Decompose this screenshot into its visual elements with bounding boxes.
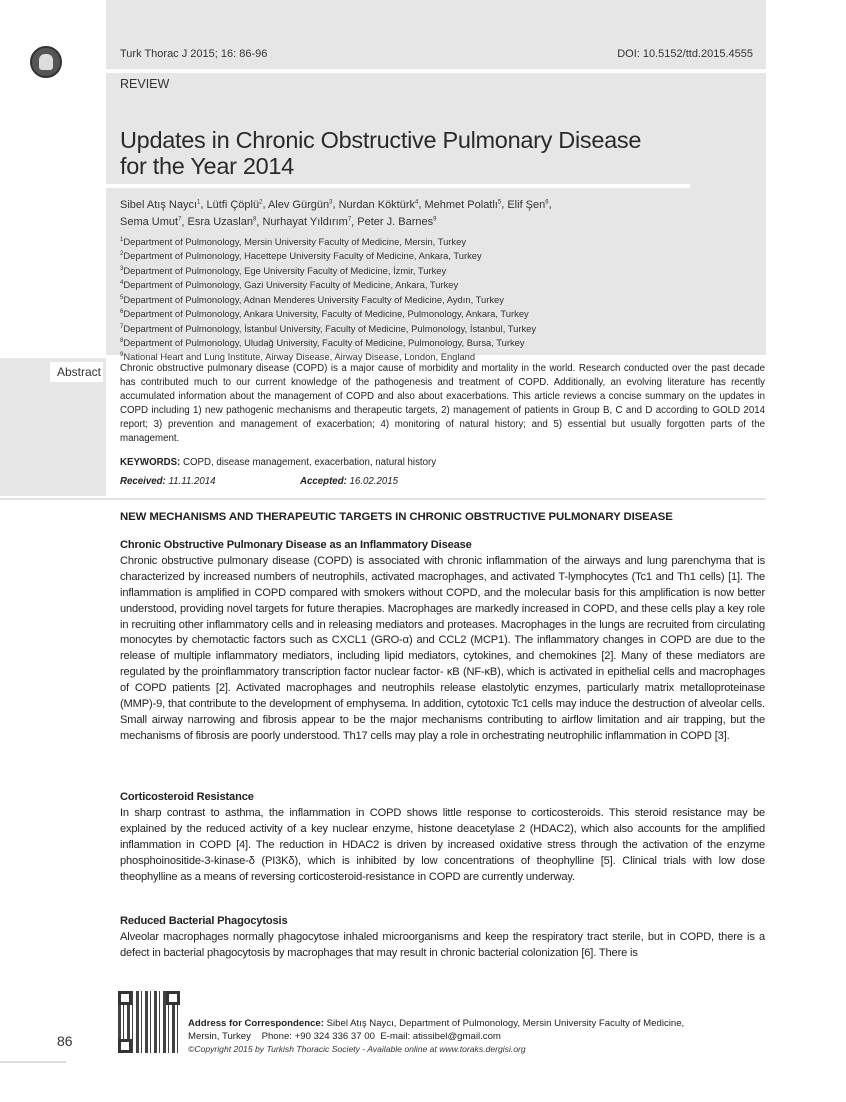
- affiliation: [120, 292, 536, 306]
- author-affiliation-mark: 7: [347, 216, 352, 223]
- paragraph: Alveolar macrophages normally phagocytose inhaled microorganisms and keep the respiratory tract sterile, but in COPD, there is a defect in bacterial phagocytosis by macrophages that may result in chronic bacterial colonization [6]. There is: [120, 930, 765, 959]
- header-divider: [65, 69, 766, 73]
- abstract-label: Abstract: [50, 362, 103, 382]
- article-title: [120, 127, 641, 179]
- author-name: Lütfi Çöplü: [206, 198, 260, 211]
- society-logo: [30, 46, 62, 78]
- keywords-value: COPD, disease management, exacerbation, natural history: [182, 457, 437, 468]
- affiliation-mark: 3: [120, 265, 124, 272]
- correspondence-contact: Mersin, Turkey Phone: +90 324 336 37 00 E-mail: atissibel@gmail.com: [188, 1030, 501, 1042]
- correspondence-address: Sibel Atış Naycı, Department of Pulmonology, Mersin University Faculty of Medicine,: [326, 1018, 685, 1029]
- author-affiliation-mark: 3: [329, 199, 333, 205]
- section-title: NEW MECHANISMS AND THERAPEUTIC TARGETS IN CHRONIC OBSTRUCTIVE PULMONARY DISEASE: [120, 511, 673, 523]
- affiliation-list: [120, 234, 536, 364]
- affiliation-text: Department of Pulmonology, Mersin University Faculty of Medicine, Mersin, Turkey: [123, 236, 467, 248]
- accepted-label: Accepted:: [300, 476, 347, 487]
- author-name: Mehmet Polatlı: [424, 198, 498, 211]
- affiliation-text: Department of Pulmonology, Adnan Menderes University Faculty of Medicine, Aydın, Turkey: [123, 293, 504, 305]
- paragraph: Chronic obstructive pulmonary disease (COPD) is associated with chronic inflammation of the airways and lung parenchyma that is characterized by increased numbers of neutrophils, activated macrophages, and activated T-lymphocytes (Tc1 and Th1 cells) [1]. The inflammation is amplified in COPD compared with smokers without COPD, and the molecular basis for this amplification is now better understood, providing novel targets for future therapies. Macrophages are markedly increased in COPD, and these cells play a key role in recruiting other inflammatory cells and in releasing mediators and proteases. Macrophages in the lungs are recruited from circulating monocytes by chemotactic factors such as CXCL1 (GRO-α) and CCL2 (MCP1). The inflammatory changes in COPD are due to the release of multiple inflammatory mediators, including lipid mediators, cytokines, and chemokines [2]. Many of these mediators are regulated by the proinflammatory transcription factor nuclear factor- κB (NF-κB), which is activated in epithelial cells and macrophages of COPD patients [2]. Activated macrophages and neutrophils release elastolytic enzymes, particularly matrix metalloproteinase (MMP)-9, that contribute to the development of emphysema. In addition, cytotoxic Tc1 cells may induce the destruction of alveolar cells. Small airway narrowing and fibrosis appear to be the major mechanisms contributing to airflow limitation and air trapping, but the mechanisms of fibrosis are poorly understood. Th17 cells may play a role in orchestrating neutrophilic inflammation in COPD [3].: [120, 554, 765, 742]
- author-name: Sibel Atış Naycı: [120, 198, 198, 211]
- keywords-label: KEYWORDS:: [120, 457, 181, 468]
- affiliation: [120, 306, 536, 320]
- abstract-text: Chronic obstructive pulmonary disease (COPD) is a major cause of morbidity and mortality in the world. Research conducted over the past decade has contributed much to our current knowledge of the pathogenesis and treatment of COPD. Additionally, an evolving literature has recently accumulated information about the management of COPD and also about exacerbations. This article reviews a concise summary on the updates in COPD including 1) new pathogenic mechanisms and therapeutic targets, 2) management of patients in Group B, C and D according to GOLD 2014 report; 3) prevention and management of exacerbation; 4) monitoring of natural history; and 5) essential but usually forgotten parts of the management.: [120, 363, 765, 445]
- subsection-corticosteroid: [120, 790, 765, 885]
- affiliation-mark: 5: [120, 294, 124, 301]
- subsection-heading: Chronic Obstructive Pulmonary Disease as an Inflammatory Disease: [120, 539, 472, 551]
- affiliation-text: Department of Pulmonology, Ege University Faculty of Medicine, İzmir, Turkey: [123, 264, 447, 276]
- doi: DOI: 10.5152/ttd.2015.4555: [617, 48, 753, 60]
- affiliation-text: Department of Pulmonology, Hacettepe University Faculty of Medicine, Ankara, Turkey: [123, 250, 482, 262]
- correspondence-label: Address for Correspondence:: [188, 1018, 324, 1029]
- affiliation-mark: 6: [120, 309, 124, 316]
- author-name: Nurdan Köktürk: [338, 198, 416, 211]
- article-type: REVIEW: [120, 77, 170, 91]
- affiliation: [120, 321, 536, 335]
- subsection-heading: Reduced Bacterial Phagocytosis: [120, 915, 288, 927]
- affiliation-text: Department of Pulmonology, İstanbul University, Faculty of Medicine, Pulmonology, İstanbul, Turkey: [123, 322, 537, 334]
- affiliation: [120, 335, 536, 349]
- author-affiliation-mark: 9: [433, 216, 437, 223]
- subsection-heading: Corticosteroid Resistance: [120, 791, 254, 803]
- author: [120, 199, 200, 211]
- author-affiliation-mark: 6: [545, 199, 549, 205]
- affiliation-mark: 9: [120, 352, 124, 359]
- accepted-date: [300, 476, 398, 487]
- affiliation-text: Department of Pulmonology, Gazi University Faculty of Medicine, Ankara, Turkey: [123, 279, 459, 291]
- affiliation: [120, 263, 536, 277]
- author-name: Esra Uzaslan: [187, 216, 253, 229]
- author-affiliation-mark: 5: [497, 199, 502, 205]
- title-line-1: Updates in Chronic Obstructive Pulmonary Disease: [120, 127, 642, 153]
- author: [357, 216, 436, 228]
- page-number: 86: [57, 1033, 73, 1049]
- author-list: Sibel Atış Naycı$^1$, Lütfi Çöplü$^2$, Alev Gürgün$^3$, Nurdan Köktürk$^4$, Mehmet Polatlı$^5$, Elif Şen$^6$, Sema Umut$^7$, Esra Uzaslan$^8$, Nurhayat Yıldırım$^7$, Peter J. Barnes$^9$: [120, 198, 552, 229]
- author: [507, 199, 548, 211]
- author-name: Peter J. Barnes: [357, 216, 434, 229]
- affiliation-mark: 1: [120, 237, 124, 243]
- title-line-2: for the Year 2014: [120, 153, 294, 179]
- received-value: 11.11.2014: [168, 476, 216, 487]
- author: [188, 216, 257, 228]
- received-date: [120, 476, 216, 487]
- qr-code: [118, 991, 180, 1053]
- affiliation-mark: 2: [120, 251, 124, 258]
- author-affiliation-mark: 2: [259, 199, 263, 205]
- affiliation-mark: 8: [120, 337, 124, 344]
- author-name: Nurhayat Yıldırım: [262, 216, 348, 229]
- page-number-rule: [0, 1061, 66, 1063]
- abstract-divider: [0, 498, 766, 500]
- author-affiliation-mark: 8: [252, 216, 257, 223]
- author: [207, 199, 263, 211]
- subsection-inflammatory: [120, 538, 765, 745]
- received-label: Received:: [120, 476, 166, 487]
- affiliation-text: National Heart and Lung Institute, Airway Disease, Airway Disease, London, England: [123, 351, 476, 363]
- affiliation: [120, 234, 536, 248]
- affiliation: [120, 248, 536, 262]
- author: [262, 216, 351, 228]
- subsection-phagocytosis: [120, 914, 765, 962]
- author-name: Sema Umut: [120, 216, 179, 229]
- affiliation-mark: 7: [120, 323, 124, 330]
- author: [120, 216, 181, 228]
- copyright: ©Copyright 2015 by Turkish Thoracic Society - Available online at www.toraks.dergisi.org: [188, 1044, 526, 1055]
- author: [339, 199, 419, 211]
- journal-reference: Turk Thorac J 2015; 16: 86-96: [120, 48, 268, 60]
- accepted-value: 16.02.2015: [349, 476, 399, 487]
- affiliation-text: Department of Pulmonology, Uludağ University, Faculty of Medicine, Pulmonology, Bursa, Turkey: [123, 337, 525, 349]
- affiliation: [120, 277, 536, 291]
- paragraph: In sharp contrast to asthma, the inflammation in COPD shows little response to corticosteroids. This steroid resistance may be explained by the reduced activity of a key nuclear enzyme, histone deacetylase 2 (HDAC2), which also accounts for the amplified inflammation in COPD [4]. The reduction in HDAC2 is driven by increased oxidative stress through the activation of the enzyme phosphoinositide-3-kinase-δ (PI3Kδ), which is inhibited by low concentrations of theophylline [5]. Clinical trials with low dose theophylline as a means of reversing corticosteroid-resistance in COPD are currently underway.: [120, 806, 765, 883]
- author: [268, 199, 333, 211]
- author-name: Elif Şen: [507, 198, 546, 211]
- author-name: Alev Gürgün: [267, 198, 330, 211]
- title-divider: [65, 184, 690, 188]
- author: [425, 199, 502, 211]
- affiliation-text: Department of Pulmonology, Ankara University, Faculty of Medicine, Pulmonology, Ankara, Turkey: [123, 308, 529, 320]
- correspondence: [188, 1018, 684, 1056]
- author-affiliation-mark: 7: [178, 216, 182, 223]
- affiliation-mark: 4: [120, 280, 124, 287]
- author-affiliation-mark: 4: [415, 199, 419, 205]
- keywords: [120, 457, 436, 468]
- author-affiliation-mark: 1: [197, 199, 201, 205]
